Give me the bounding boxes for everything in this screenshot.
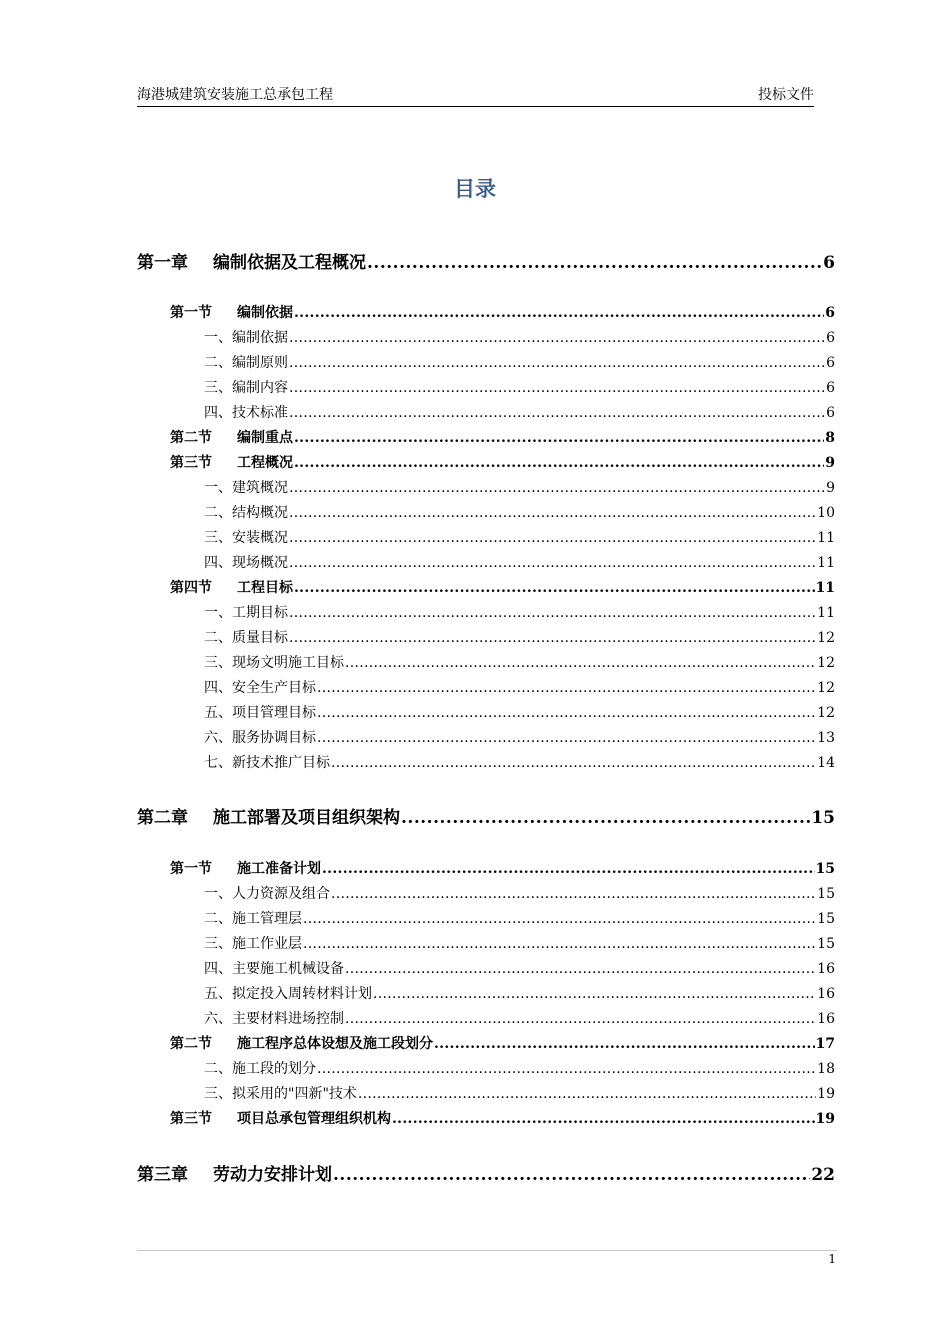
- toc-entry-label: [137, 248, 366, 273]
- toc-entry[interactable]: [204, 352, 835, 372]
- toc-entry[interactable]: [204, 702, 835, 722]
- toc-entry-label: [170, 427, 293, 447]
- toc-dot-leader: [294, 455, 824, 471]
- toc-dot-leader: [289, 480, 825, 496]
- toc-entry-label: [204, 1083, 357, 1103]
- toc-entry-text: 四、现场概况: [204, 555, 288, 571]
- toc-dot-leader: [331, 755, 816, 771]
- toc-dot-leader: [345, 961, 816, 977]
- toc-entry-label: [204, 352, 288, 372]
- toc-entry-text: 二、施工管理层: [204, 911, 302, 927]
- toc-entry-label: [204, 908, 302, 928]
- toc-dot-leader: [345, 655, 816, 671]
- toc-dot-leader: [289, 405, 825, 421]
- toc-entry-number: 第三章: [137, 1165, 188, 1185]
- toc-entry-page: 15: [817, 886, 835, 902]
- toc-dot-leader: [289, 630, 816, 646]
- toc-entry[interactable]: [204, 602, 835, 622]
- toc-entry[interactable]: [170, 1033, 835, 1053]
- toc-entry-label: [204, 958, 344, 978]
- toc-dot-leader: [303, 936, 816, 952]
- toc-entry[interactable]: [204, 908, 835, 928]
- toc-dot-leader: [294, 305, 824, 321]
- toc-entry-number: 第二章: [137, 808, 188, 828]
- toc-entry[interactable]: [204, 752, 835, 772]
- toc-entry-text: 二、施工段的划分: [204, 1061, 316, 1077]
- toc-entry[interactable]: [170, 302, 835, 322]
- toc-dot-leader: [289, 380, 825, 396]
- toc-entry-page: 10: [817, 505, 835, 521]
- toc-entry-label: [204, 727, 316, 747]
- toc-entry-page: 14: [817, 755, 835, 771]
- toc-entry-text: 劳动力安排计划: [213, 1165, 332, 1185]
- toc-dot-leader: [317, 680, 816, 696]
- toc-entry-page: 6: [826, 330, 835, 346]
- toc-entry-label: [170, 452, 293, 472]
- toc-entry-label: [204, 752, 330, 772]
- toc-dot-leader: [289, 505, 816, 521]
- toc-dot-leader: [322, 861, 815, 877]
- toc-entry[interactable]: [137, 803, 835, 827]
- toc-dot-leader: [331, 886, 816, 902]
- toc-dot-leader: [317, 705, 816, 721]
- toc-entry-text: 编制依据: [237, 305, 293, 321]
- toc-entry-label: [204, 933, 302, 953]
- toc-dot-leader: [367, 253, 822, 273]
- toc-entry-page: 15: [817, 911, 835, 927]
- toc-entry-label: [204, 983, 372, 1003]
- toc-entry-text: 施工准备计划: [237, 861, 321, 877]
- toc-entry-text: 工程目标: [237, 580, 293, 596]
- toc-entry-page: 12: [817, 705, 835, 721]
- toc-entry-number: 第一节: [170, 861, 212, 877]
- toc-dot-leader: [358, 1086, 816, 1102]
- toc-dot-leader: [392, 1111, 815, 1127]
- toc-entry-page: 22: [811, 1165, 835, 1185]
- toc-entry[interactable]: [204, 1083, 835, 1103]
- toc-entry-text: 三、现场文明施工目标: [204, 655, 344, 671]
- page-header: [137, 86, 814, 107]
- toc-entry-text: 施工程序总体设想及施工段划分: [237, 1036, 433, 1052]
- toc-entry[interactable]: [204, 1058, 835, 1078]
- toc-entry[interactable]: [204, 677, 835, 697]
- toc-entry-text: 四、主要施工机械设备: [204, 961, 344, 977]
- toc-entry[interactable]: [137, 248, 835, 272]
- toc-entry-text: 编制重点: [237, 430, 293, 446]
- toc-entry-number: 第四节: [170, 580, 212, 596]
- toc-entry-label: [204, 702, 316, 722]
- toc-entry-page: 6: [823, 253, 835, 273]
- toc-dot-leader: [294, 580, 815, 596]
- toc-entry-page: 11: [817, 530, 835, 546]
- toc-entry-text: 四、安全生产目标: [204, 680, 316, 696]
- toc-entry-label: [204, 527, 288, 547]
- toc-entry[interactable]: [204, 652, 835, 672]
- toc-entry-text: 二、质量目标: [204, 630, 288, 646]
- toc-entry[interactable]: [204, 727, 835, 747]
- toc-entry-text: 五、拟定投入周转材料计划: [204, 986, 372, 1002]
- toc-entry[interactable]: [204, 552, 835, 572]
- toc-entry-page: 19: [817, 1086, 835, 1102]
- toc-entry[interactable]: [204, 502, 835, 522]
- toc-entry-page: 16: [817, 1011, 835, 1027]
- toc-entry-page: 11: [815, 580, 835, 596]
- toc-entry-page: 6: [825, 305, 835, 321]
- toc-entry-page: 15: [817, 936, 835, 952]
- toc-dot-leader: [289, 530, 816, 546]
- header-document-type: 投标文件: [758, 87, 814, 103]
- header-project-name: 海港城建筑安装施工总承包工程: [137, 87, 333, 103]
- toc-entry-text: 三、安装概况: [204, 530, 288, 546]
- toc-entry[interactable]: [204, 958, 835, 978]
- toc-entry-text: 一、工期目标: [204, 605, 288, 621]
- toc-entry-label: [204, 327, 288, 347]
- toc-entry-number: 第三节: [170, 1111, 212, 1127]
- toc-entry-label: [137, 1160, 332, 1185]
- toc-entry-text: 二、编制原则: [204, 355, 288, 371]
- toc-entry[interactable]: [204, 527, 835, 547]
- toc-entry-page: 6: [826, 380, 835, 396]
- toc-entry-label: [204, 883, 330, 903]
- toc-entry[interactable]: [170, 427, 835, 447]
- toc-entry-page: 12: [817, 680, 835, 696]
- toc-entry-page: 15: [815, 861, 835, 877]
- toc-entry-page: 19: [815, 1111, 835, 1127]
- toc-entry-page: 17: [815, 1036, 835, 1052]
- toc-entry-page: 16: [817, 961, 835, 977]
- toc-entry-page: 8: [825, 430, 835, 446]
- toc-entry-label: [170, 1033, 433, 1053]
- toc-entry-label: [170, 302, 293, 322]
- toc-entry-number: 第一章: [137, 253, 188, 273]
- toc-entry-text: 一、人力资源及组合: [204, 886, 330, 902]
- toc-entry-label: [137, 803, 400, 828]
- toc-entry-label: [204, 1058, 316, 1078]
- toc-entry-number: 第二节: [170, 430, 212, 446]
- toc-entry-number: 第二节: [170, 1036, 212, 1052]
- toc-dot-leader: [294, 430, 824, 446]
- toc-entry-page: 12: [817, 655, 835, 671]
- toc-entry[interactable]: [204, 983, 835, 1003]
- toc-entry-page: 6: [826, 405, 835, 421]
- toc-dot-leader: [345, 1011, 816, 1027]
- toc-entry-label: [204, 627, 288, 647]
- toc-entry-text: 三、编制内容: [204, 380, 288, 396]
- toc-entry-label: [204, 402, 288, 422]
- toc-entry-text: 六、服务协调目标: [204, 730, 316, 746]
- toc-entry-page: 6: [826, 355, 835, 371]
- toc-entry-label: [204, 602, 288, 622]
- toc-entry[interactable]: [204, 377, 835, 397]
- toc-dot-leader: [303, 911, 816, 927]
- toc-entry[interactable]: [170, 858, 835, 878]
- toc-entry-label: [204, 552, 288, 572]
- toc-dot-leader: [289, 605, 816, 621]
- footer-divider: [137, 1250, 837, 1251]
- toc-entry-text: 五、项目管理目标: [204, 705, 316, 721]
- toc-entry-text: 六、主要材料进场控制: [204, 1011, 344, 1027]
- toc-dot-leader: [373, 986, 816, 1002]
- toc-entry-label: [204, 377, 288, 397]
- toc-entry-text: 四、技术标准: [204, 405, 288, 421]
- toc-entry-text: 施工部署及项目组织架构: [213, 808, 400, 828]
- toc-entry[interactable]: [170, 577, 835, 597]
- toc-dot-leader: [289, 555, 816, 571]
- toc-entry-page: 15: [811, 808, 835, 828]
- toc-entry[interactable]: [204, 402, 835, 422]
- toc-entry[interactable]: [204, 883, 835, 903]
- toc-title: 目录: [454, 177, 496, 201]
- toc-entry-label: [204, 677, 316, 697]
- toc-dot-leader: [317, 1061, 816, 1077]
- toc-entry[interactable]: [204, 627, 835, 647]
- toc-entry-number: 第三节: [170, 455, 212, 471]
- toc-entry-page: 11: [817, 605, 835, 621]
- toc-entry-text: 一、编制依据: [204, 330, 288, 346]
- toc-entry-label: [170, 858, 321, 878]
- toc-entry-page: 11: [817, 555, 835, 571]
- toc-dot-leader: [317, 730, 816, 746]
- toc-entry[interactable]: [170, 1108, 835, 1128]
- toc-entry-page: 9: [826, 480, 835, 496]
- toc-entry-text: 工程概况: [237, 455, 293, 471]
- toc-entry-page: 18: [817, 1061, 835, 1077]
- toc-entry-text: 项目总承包管理组织机构: [237, 1111, 391, 1127]
- toc-dot-leader: [434, 1036, 815, 1052]
- toc-dot-leader: [289, 330, 825, 346]
- toc-entry-text: 三、施工作业层: [204, 936, 302, 952]
- toc-entry-page: 16: [817, 986, 835, 1002]
- toc-dot-leader: [289, 355, 825, 371]
- toc-entry-text: 一、建筑概况: [204, 480, 288, 496]
- toc-entry-label: [204, 502, 288, 522]
- toc-entry-label: [170, 577, 293, 597]
- toc-entry-label: [204, 477, 288, 497]
- toc-entry[interactable]: [170, 452, 835, 472]
- toc-entry[interactable]: [204, 477, 835, 497]
- toc-entry-label: [204, 1008, 344, 1028]
- toc-entry-text: 编制依据及工程概况: [213, 253, 366, 273]
- toc-entry[interactable]: [204, 1008, 835, 1028]
- toc-entry-page: 9: [825, 455, 835, 471]
- toc-entry-label: [170, 1108, 391, 1128]
- toc-entry-page: 12: [817, 630, 835, 646]
- toc-entry-page: 13: [817, 730, 835, 746]
- toc-dot-leader: [401, 808, 810, 828]
- page-number: 1: [828, 1252, 836, 1266]
- toc-entry-text: 二、结构概况: [204, 505, 288, 521]
- toc-entry-label: [204, 652, 344, 672]
- toc-entry[interactable]: [137, 1160, 835, 1184]
- toc-entry[interactable]: [204, 327, 835, 347]
- toc-entry-text: 七、新技术推广目标: [204, 755, 330, 771]
- toc-entry[interactable]: [204, 933, 835, 953]
- toc-entry-text: 三、拟采用的"四新"技术: [204, 1086, 357, 1102]
- toc-dot-leader: [333, 1165, 810, 1185]
- toc-entry-number: 第一节: [170, 305, 212, 321]
